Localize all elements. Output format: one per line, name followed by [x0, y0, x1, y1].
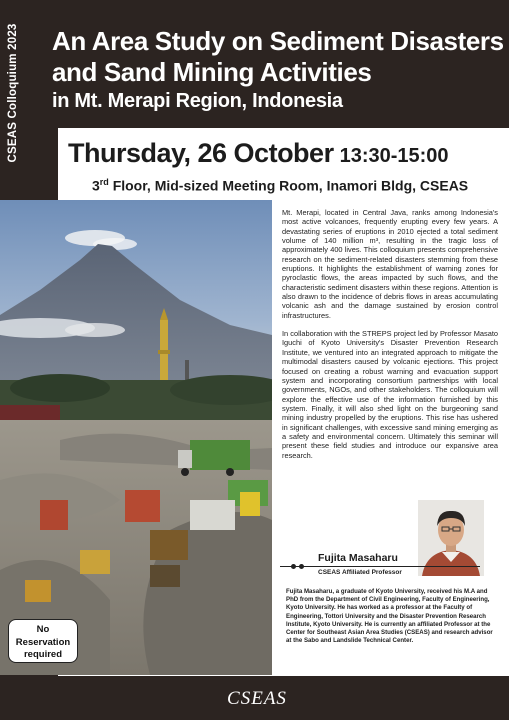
event-date-line — [68, 138, 449, 169]
poster-subtitle: in Mt. Merapi Region, Indonesia — [52, 90, 343, 112]
speaker-name: Fujita Masaharu — [318, 552, 398, 564]
venue-floor-suffix: rd — [99, 177, 109, 187]
poster-title — [52, 26, 504, 88]
reservation-line-2: Reservation — [15, 636, 71, 648]
venue-text: Floor, Mid-sized Meeting Room, Inamori Bldg, CSEAS — [112, 177, 469, 194]
abstract-paragraph-2: In collaboration with the STREPS project led by Professor Masato Iguchi of Kyoto University's Disaster Prevention Research Institute, we ventured into an integrated approach to mitigate the multimodal disasters caused by volcanic ejections. This project focused on creating a robust warning and evacuation support system and incorporating consortium partnerships with local governments, NGOs, and other stakeholders. The colloquium will explore the effective use of the information furnished by this system. Finally, it will also shed light on the burgeoning sand mining industry propelled by the eruptions. This rise has ushered in significant challenges, with excessive sand mining emerging as a safety and environmental concern. Ultimately this seminar will present these field studies and introduce our expansive area research. — [282, 329, 498, 460]
title-line-1: An Area Study on Sediment Disasters — [52, 26, 504, 56]
logo-wordmark: CSEAS — [227, 688, 287, 709]
abstract-paragraph-1: Mt. Merapi, located in Central Java, ranks among Indonesia's most active volcanoes, frequently erupting every few years. A devastating series of eruptions in 2010 ejected a total sediment volume of 140 million m³, resulting in the tragic loss of approximately 400 lives. This colloquium presents comprehensive research on the sediment-related disasters stemming from these eruptions. It highlights the establishment of warning zones for pyroclastic flows, the areas impacted by such flows, and the characteristic sediment disasters within these regions. Attention is also drawn to the incidence of debris flows in areas accumulating volcanic ash and the damage sustained by erosion control infrastructures. — [282, 208, 498, 320]
reservation-line-1: No — [36, 624, 50, 635]
abstract-text — [282, 208, 498, 469]
cseas-logo-mark — [222, 681, 292, 713]
speaker-affiliation: CSEAS Affiliated Professor — [318, 569, 402, 576]
reservation-line-3: required — [23, 649, 62, 660]
event-venue — [92, 177, 468, 194]
speaker-bio: Fujita Masaharu, a graduate of Kyoto University, received his M.A and PhD from the Department of Civil Engineering, Faculty of Engineering, Kyoto University. He has worked as a professor at the Faculty of Engineering, Tottori University and the Disaster Prevention Research Institute, Kyoto University. He is currently an affiliated Professor at the Center for Southeast Asian Area Studies (CSEAS) and research advisor at the Sabo and Landslide Technical Center. — [286, 588, 493, 645]
title-line-2: and Sand Mining Activities — [52, 57, 372, 87]
merapi-photo-illustration — [0, 200, 272, 675]
speaker-divider — [280, 566, 480, 567]
cseas-logo — [222, 681, 292, 713]
series-label: CSEAS Colloquium 2023 — [7, 23, 19, 163]
speaker-portrait-illustration — [418, 500, 484, 576]
event-time: 13:30-15:00 — [339, 145, 449, 167]
venue-floor-number: 3 — [92, 177, 100, 194]
merapi-sand-mining-photo — [0, 200, 272, 675]
divider-dot-2 — [299, 564, 304, 569]
reservation-badge — [8, 619, 78, 663]
divider-dot-1 — [291, 564, 296, 569]
speaker-photo — [418, 500, 484, 576]
event-date: Thursday, 26 October — [68, 138, 334, 168]
